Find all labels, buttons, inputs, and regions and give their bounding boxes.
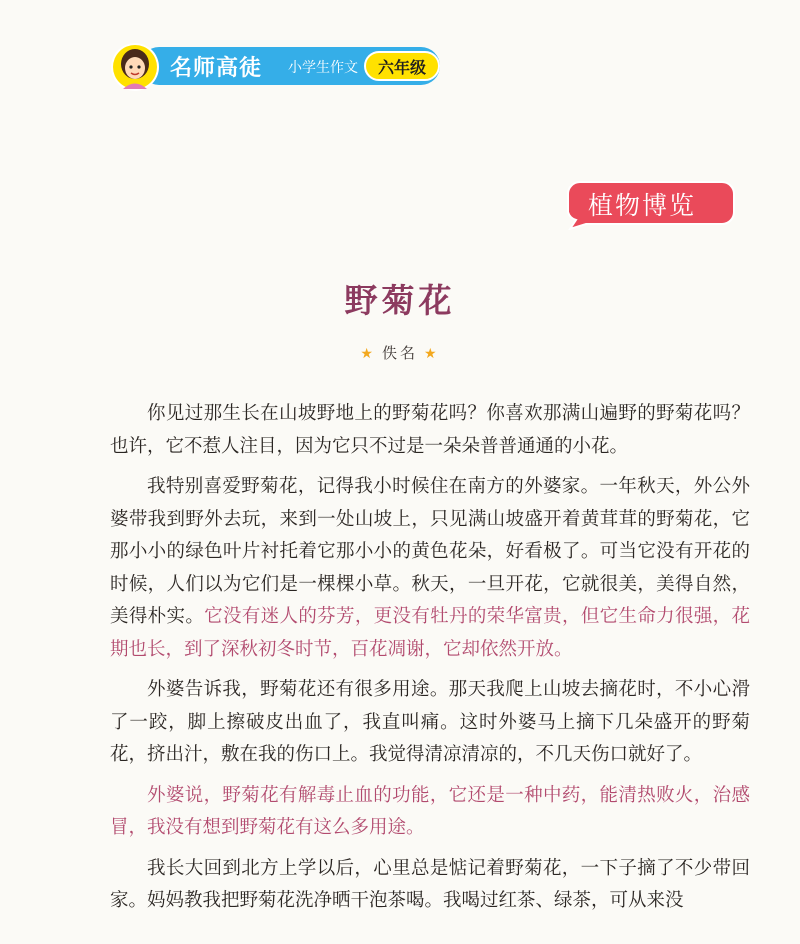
article-body: [110, 398, 750, 926]
grade-label: 六年级: [377, 57, 426, 77]
category-tag: [566, 180, 736, 230]
paragraph: 外婆告诉我，野菊花还有很多用途。那天我爬上山坡去摘花时，不小心滑了一跤，脚上擦破皮出血了，我直叫痛。这时外婆马上摘下几朵盛开的野菊花，挤出汁，敷在我的伤口上。我觉得清凉清凉的，不几天伤口就好了。: [110, 679, 750, 765]
paragraph: 我长大回到北方上学以后，心里总是惦记着野菊花，一下子摘了不少带回家。妈妈教我把野菊花洗净晒干泡茶喝。我喝过红茶、绿茶，可从来没: [110, 857, 750, 911]
series-title: 名师高徒: [170, 56, 263, 81]
girl-avatar-icon: [110, 42, 160, 92]
highlighted-sentence: 外婆说，野菊花有解毒止血的功能，它还是一种中药，能清热败火，治感冒，我没有想到野菊花有这么多用途。: [110, 784, 750, 838]
star-icon: ★: [360, 346, 376, 362]
paragraph: 我特别喜爱野菊花，记得我小时候住在南方的外婆家。一年秋天，外公外婆带我到野外去玩，来到一处山坡上，只见满山坡盛开着黄茸茸的野菊花，它那小小的绿色叶片衬托着它那小小的黄色花朵，好看极了。可当它没有开花的时候，人们以为它们是一棵棵小草。秋天，一旦开花，它就很美，美得自然，美得朴实。它没有迷人的芬芳，更没有牡丹的荣华富贵，但它生命力很强，花期也长，到了深秋初冬时节，百花凋谢，它却依然开放。: [110, 476, 750, 660]
paragraph: [110, 780, 750, 845]
series-banner: [110, 42, 442, 90]
star-icon: ★: [424, 346, 440, 362]
category-label: 植物博览: [588, 191, 697, 220]
series-subtitle: 小学生作文: [288, 60, 358, 76]
article-title: 野菊花: [344, 281, 456, 320]
author-name: 佚名: [381, 344, 418, 362]
author-line: [0, 342, 800, 363]
grade-badge: [364, 51, 440, 81]
paragraph: 你见过那生长在山坡野地上的野菊花吗？你喜欢那满山遍野的野菊花吗？也许，它不惹人注目，因为它只不过是一朵朵普普通通的小花。: [110, 403, 750, 457]
highlighted-sentence: 它没有迷人的芬芳，更没有牡丹的荣华富贵，但它生命力很强，花期也长，到了深秋初冬时节，百花凋谢，它却依然开放。: [110, 606, 750, 660]
